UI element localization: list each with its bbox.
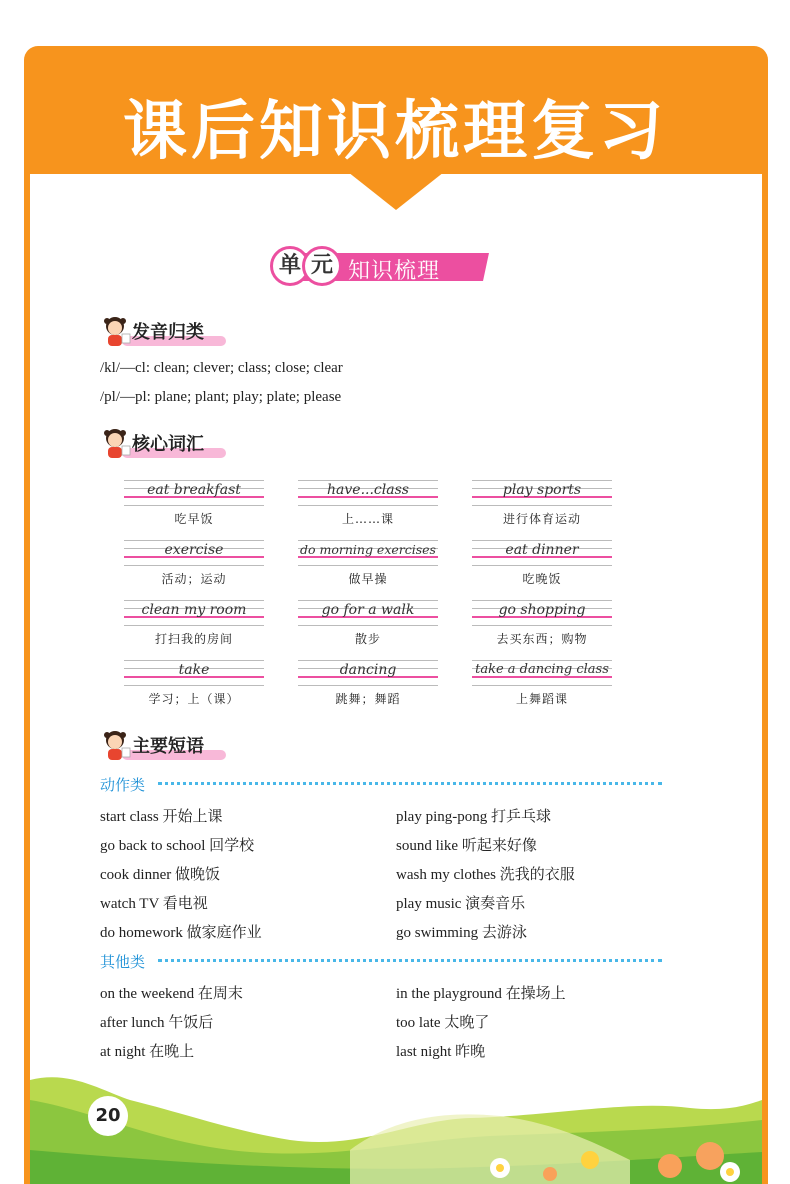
vocab-english: play sports xyxy=(502,482,582,498)
phrase-item: go back to school 回学校 xyxy=(100,838,255,854)
vocab-item xyxy=(298,598,438,650)
vocab-english: do morning exercises xyxy=(300,542,436,557)
vocab-english: go shopping xyxy=(498,602,586,618)
phrase-item: play ping-pong 打乒乓球 xyxy=(396,809,551,825)
phrase-item: sound like 听起来好像 xyxy=(396,838,537,854)
vocab-chinese: 上……课 xyxy=(341,512,394,526)
vocab-english: dancing xyxy=(339,662,397,678)
dotted-divider xyxy=(158,782,662,785)
page-number: 20 xyxy=(88,1096,128,1136)
pronunciation-line-1: /kl/—cl: clean; clever; class; close; clear xyxy=(100,360,343,376)
vocab-item xyxy=(298,478,438,530)
vocab-english: take a dancing class xyxy=(475,662,609,677)
vocab-item xyxy=(124,538,264,590)
phrase-category-action: 动作类 xyxy=(100,776,146,794)
vocab-item xyxy=(124,478,264,530)
phrase-category-other: 其他类 xyxy=(100,953,146,971)
grass-scenery xyxy=(30,1060,762,1184)
vocab-english: eat dinner xyxy=(505,542,579,558)
section-header-pronunciation xyxy=(100,314,240,348)
vocab-chinese: 吃晚饭 xyxy=(522,572,562,586)
vocab-chinese: 上舞蹈课 xyxy=(515,692,568,706)
vocab-chinese: 去买东西；购物 xyxy=(496,632,588,646)
vocab-english: clean my room xyxy=(141,602,247,618)
dotted-divider xyxy=(158,959,662,962)
phrase-item: too late 太晚了 xyxy=(396,1015,490,1031)
phrase-item: cook dinner 做晚饭 xyxy=(100,867,220,883)
vocab-chinese: 散步 xyxy=(354,632,381,646)
unit-banner-char-2: 元 xyxy=(302,246,342,286)
unit-banner-char-1: 单 xyxy=(270,246,310,286)
phrase-item: wash my clothes 洗我的衣服 xyxy=(396,867,575,883)
phrase-item: last night 昨晚 xyxy=(396,1044,486,1060)
section-header-phrases xyxy=(100,728,240,762)
phrase-item: start class 开始上课 xyxy=(100,809,223,825)
vocab-item xyxy=(472,478,612,530)
pronunciation-line-2: /pl/—pl: plane; plant; play; plate; please xyxy=(100,389,342,405)
girl-icon xyxy=(100,426,132,460)
phrase-item: in the playground 在操场上 xyxy=(396,986,566,1002)
unit-banner-label: 知识梳理 xyxy=(348,259,441,284)
section-title: 发音归类 xyxy=(132,322,204,343)
vocab-chinese: 学习；上（课） xyxy=(148,692,240,706)
vocab-item xyxy=(124,598,264,650)
vocab-item xyxy=(472,658,612,710)
phrase-item: at night 在晚上 xyxy=(100,1044,195,1060)
section-header-vocabulary xyxy=(100,426,240,460)
header-notch xyxy=(348,172,444,210)
vocab-english: exercise xyxy=(164,542,224,558)
vocab-item xyxy=(124,658,264,710)
section-title: 核心词汇 xyxy=(132,434,204,455)
vocab-chinese: 活动；运动 xyxy=(161,572,227,586)
vocab-english: take xyxy=(178,662,210,678)
vocab-english: have...class xyxy=(327,482,409,498)
unit-banner xyxy=(270,244,490,284)
page-header-title: 课后知识梳理复习 xyxy=(123,95,667,169)
vocab-chinese: 做早操 xyxy=(348,572,388,586)
phrase-item: play music 演奏音乐 xyxy=(396,896,526,912)
phrase-item: watch TV 看电视 xyxy=(100,896,208,912)
girl-icon xyxy=(100,728,132,762)
section-title: 主要短语 xyxy=(132,736,204,757)
vocab-chinese: 打扫我的房间 xyxy=(154,632,233,646)
vocab-item xyxy=(472,538,612,590)
phrase-item: after lunch 午饭后 xyxy=(100,1015,214,1031)
girl-icon xyxy=(100,314,132,348)
vocab-english: eat breakfast xyxy=(147,482,241,498)
vocab-chinese: 吃早饭 xyxy=(174,512,214,526)
phrase-item: go swimming 去游泳 xyxy=(396,925,527,941)
vocab-item xyxy=(298,658,438,710)
vocab-english: go for a walk xyxy=(321,602,415,618)
vocab-chinese: 进行体育运动 xyxy=(502,512,581,526)
vocab-item xyxy=(472,598,612,650)
vocab-item xyxy=(298,538,438,590)
vocab-chinese: 跳舞；舞蹈 xyxy=(335,692,401,706)
phrase-item: on the weekend 在周末 xyxy=(100,986,243,1002)
phrase-item: do homework 做家庭作业 xyxy=(100,925,262,941)
